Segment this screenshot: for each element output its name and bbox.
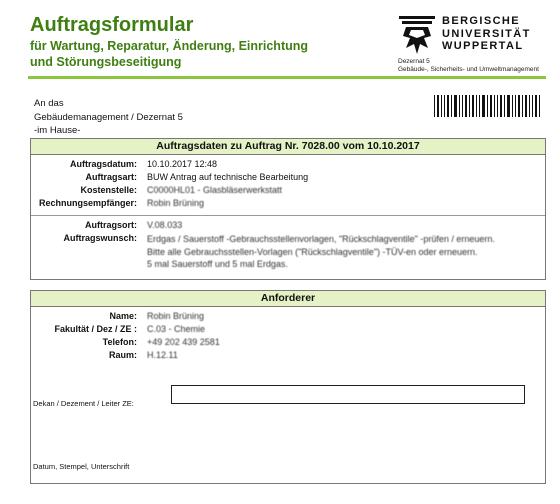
subtitle-line-2: und Störungsbeseitigung <box>30 55 182 69</box>
recipient-address <box>34 97 183 138</box>
invoice-recipient-label: Rechnungsempfänger: <box>38 198 137 208</box>
order-date-label: Auftragsdatum: <box>70 159 137 169</box>
address-line-1: An das <box>34 98 64 109</box>
barcode-icon <box>432 95 542 117</box>
university-logo <box>398 14 538 72</box>
faculty-value: C.03 - Chemie <box>147 324 206 334</box>
room-label: Raum: <box>108 350 137 360</box>
cost-center-value: C0000HL01 - Glasbläserwerkstatt <box>147 185 283 195</box>
department-subtitle: Gebäude-, Sicherheits- und Umweltmanagement <box>398 65 539 73</box>
requester-name-value: Robin Brüning <box>147 311 205 321</box>
logo-line-3: WUPPERTAL <box>442 40 524 52</box>
university-emblem-icon <box>398 14 436 56</box>
cost-center-label: Kostenstelle: <box>80 185 137 195</box>
requester-header: Anforderer <box>31 291 545 307</box>
logo-line-1: BERGISCHE <box>442 15 520 27</box>
form-subtitle <box>30 38 308 70</box>
order-type-value: BUW Antrag auf technische Bearbeitung <box>147 172 309 182</box>
order-wish-label: Auftragswunsch: <box>63 233 137 243</box>
room-value: H.12.11 <box>147 350 178 360</box>
dean-field-label: Dekan / Dezement / Leiter ZE: <box>33 399 134 408</box>
date-stamp-signature-label: Datum, Stempel, Unterschrift <box>33 462 130 471</box>
address-line-3: -im Hause- <box>34 125 81 136</box>
phone-label: Telefon: <box>102 337 137 347</box>
order-date-value: 10.10.2017 12:48 <box>147 159 218 169</box>
order-wish-line: Erdgas / Sauerstoff -Gebrauchsstellenvorlagen, "Rückschlagventile" -prüfen / erneuern. <box>147 234 495 244</box>
order-data-header: Auftragsdaten zu Auftrag Nr. 7028.00 vom 10.10.2017 <box>31 139 545 155</box>
order-wish-value <box>147 233 495 271</box>
order-type-label: Auftragsart: <box>85 172 137 182</box>
order-wish-line: Bitte alle Gebrauchsstellen-Vorlagen ("Rückschlagventile") -TÜV-en oder erneuern. <box>147 246 478 257</box>
dean-signature-field[interactable] <box>171 385 525 404</box>
header-divider <box>28 76 546 79</box>
address-line-2: Gebäudemanagement / Dezernat 5 <box>34 111 183 123</box>
subtitle-line-1: für Wartung, Reparatur, Änderung, Einrichtung <box>30 39 309 53</box>
form-title: Auftragsformular <box>30 14 194 36</box>
department-label <box>398 58 539 73</box>
order-data-box <box>30 138 546 280</box>
university-name <box>442 15 531 53</box>
order-location-label: Auftragsort: <box>85 220 137 230</box>
requester-name-label: Name: <box>109 311 137 321</box>
order-location-value: V.08.033 <box>147 220 183 230</box>
invoice-recipient-value: Robin Brüning <box>147 198 205 208</box>
order-wish-line: 5 mal Sauerstoff und 5 mal Erdgas. <box>147 259 288 269</box>
logo-line-2: UNIVERSITÄT <box>442 27 531 40</box>
department-name: Dezernat 5 <box>398 58 430 65</box>
phone-value: +49 202 439 2581 <box>147 337 220 347</box>
section-divider <box>31 215 545 216</box>
faculty-label: Fakultät / Dez / ZE : <box>54 324 137 334</box>
requester-box <box>30 290 546 484</box>
